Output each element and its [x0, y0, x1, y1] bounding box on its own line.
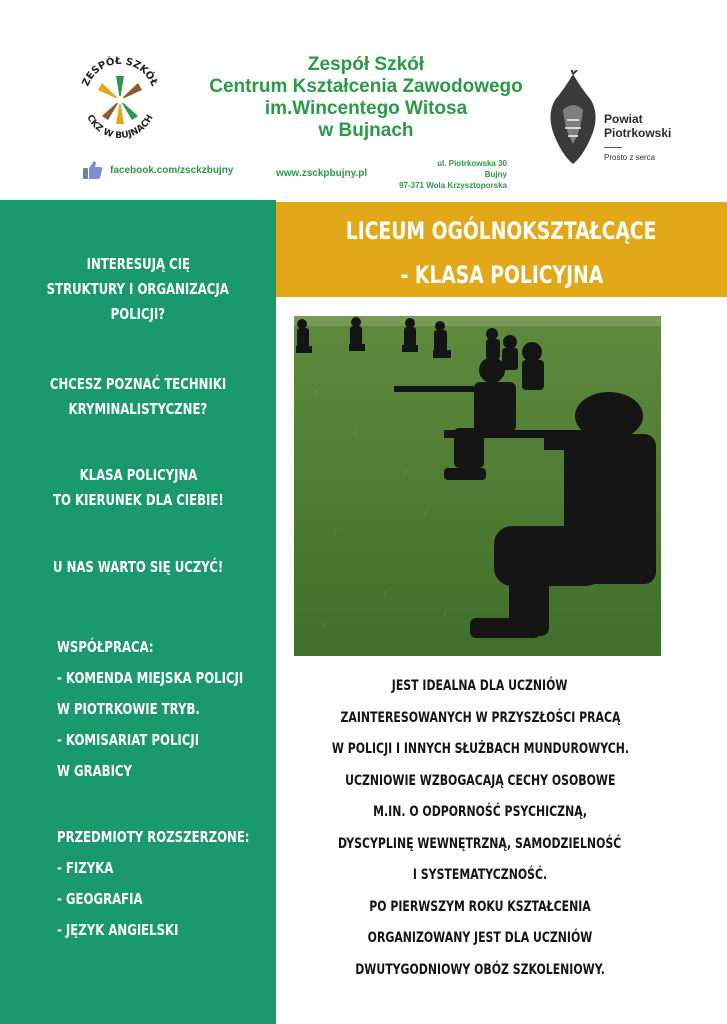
powiat-name [604, 112, 671, 140]
question-line: KRYMINALISTYCZNE? [68, 400, 208, 418]
subjects-title: PRZEDMIOTY ROZSZERZONE: [57, 828, 250, 846]
school-name-line-3: im.Wincentego Witosa [264, 98, 468, 119]
address-line-1: ul. Piotrkowska 30 [437, 159, 507, 168]
class-description [290, 670, 670, 985]
school-name-line-4: w Bujnach [318, 120, 414, 141]
description-line: M.IN. O ODPORNOŚĆ PSYCHICZNĄ, [373, 804, 587, 820]
address-line-3: 97-371 Wola Krzysztoporska [399, 181, 507, 190]
school-logo [72, 50, 168, 146]
cooperation-section [57, 632, 277, 787]
logo-text-top: ZESPÓŁ SZKÓŁ [80, 55, 160, 89]
cooperation-line: - KOMISARIAT POLICJI [57, 731, 200, 749]
school-name-line-2: Centrum Kształcenia Zawodowego [209, 76, 523, 97]
question-line: KLASA POLICYJNA [79, 466, 197, 484]
cooperation-line: W GRABICY [57, 762, 132, 780]
logo-text-bottom: CKZ W BUJNACH [84, 113, 156, 142]
question-techniques [0, 372, 276, 422]
question-line: STRUKTURY I ORGANIZACJA [46, 280, 230, 298]
slogan-worth-learning [0, 555, 276, 580]
class-banner [276, 202, 727, 297]
description-line: UCZNIOWIE WZBOGACAJĄ CECHY OSOBOWE [344, 772, 616, 789]
description-line: W POLICJI I INNYCH SŁUŻBACH MUNDUROWYCH. [331, 741, 630, 757]
subject-item: - FIZYKA [57, 859, 114, 877]
school-name-line-1: Zespół Szkół [307, 54, 425, 75]
description-line: DWUTYGODNIOWY OBÓZ SZKOLENIOWY. [355, 961, 605, 978]
extended-subjects-section [57, 822, 277, 946]
facebook-link[interactable] [82, 160, 233, 180]
question-line: CHCESZ POZNAĆ TECHNIKI [49, 375, 227, 393]
powiat-divider [604, 147, 622, 148]
thumbs-up-icon [82, 160, 104, 180]
powiat-name-line-2: Piotrkowski [604, 126, 672, 140]
question-line: INTERESUJĄ CIĘ [86, 255, 190, 273]
question-line: POLICJI? [110, 305, 166, 323]
question-interest [0, 252, 276, 327]
cooperation-line: W PIOTRKOWIE TRYB. [57, 700, 200, 718]
description-line: I SYSTEMATYCZNOŚĆ. [412, 867, 548, 883]
description-line: ZAINTERESOWANYCH W PRZYSZŁOŚCI PRACĄ [340, 709, 620, 726]
powiat-name-line-1: Powiat [604, 112, 643, 126]
description-line: PO PIERWSZYM ROKU KSZTAŁCENIA [369, 898, 591, 915]
left-info-panel [0, 200, 276, 1024]
question-line: U NAS WARTO SIĘ UCZYĆ! [52, 558, 224, 576]
description-line: DYSCYPLINĘ WEWNĘTRZNĄ, SAMODZIELNOŚĆ [338, 835, 622, 852]
school-name [180, 54, 552, 142]
description-line: ORGANIZOWANY JEST DLA UCZNIÓW [367, 930, 593, 946]
school-address [392, 158, 507, 191]
subject-item: - GEOGRAFIA [57, 890, 143, 908]
cooperation-line: - KOMENDA MIEJSKA POLICJI [57, 669, 244, 687]
police-training-photo [294, 316, 661, 656]
address-line-2: Bujny [484, 170, 507, 179]
subject-item: - JĘZYK ANGIELSKI [57, 921, 179, 939]
powiat-slogan: Prosto z serca [604, 153, 656, 162]
powiat-emblem-icon [545, 70, 601, 166]
banner-subtitle: - KLASA POLICYJNA [400, 261, 603, 289]
page-header [0, 0, 727, 200]
description-line: JEST IDEALNA DLA UCZNIÓW [392, 678, 568, 694]
question-line: TO KIERUNEK DLA CIEBIE! [52, 491, 224, 509]
banner-title: LICEUM OGÓLNOKSZTAŁCĄCE [346, 217, 657, 245]
question-police-class [0, 463, 276, 513]
cooperation-title: WSPÓŁPRACA: [57, 638, 154, 656]
facebook-url: facebook.com/zsckzbujny [110, 164, 234, 176]
website-link[interactable]: www.zsckpbujny.pl [276, 168, 368, 179]
